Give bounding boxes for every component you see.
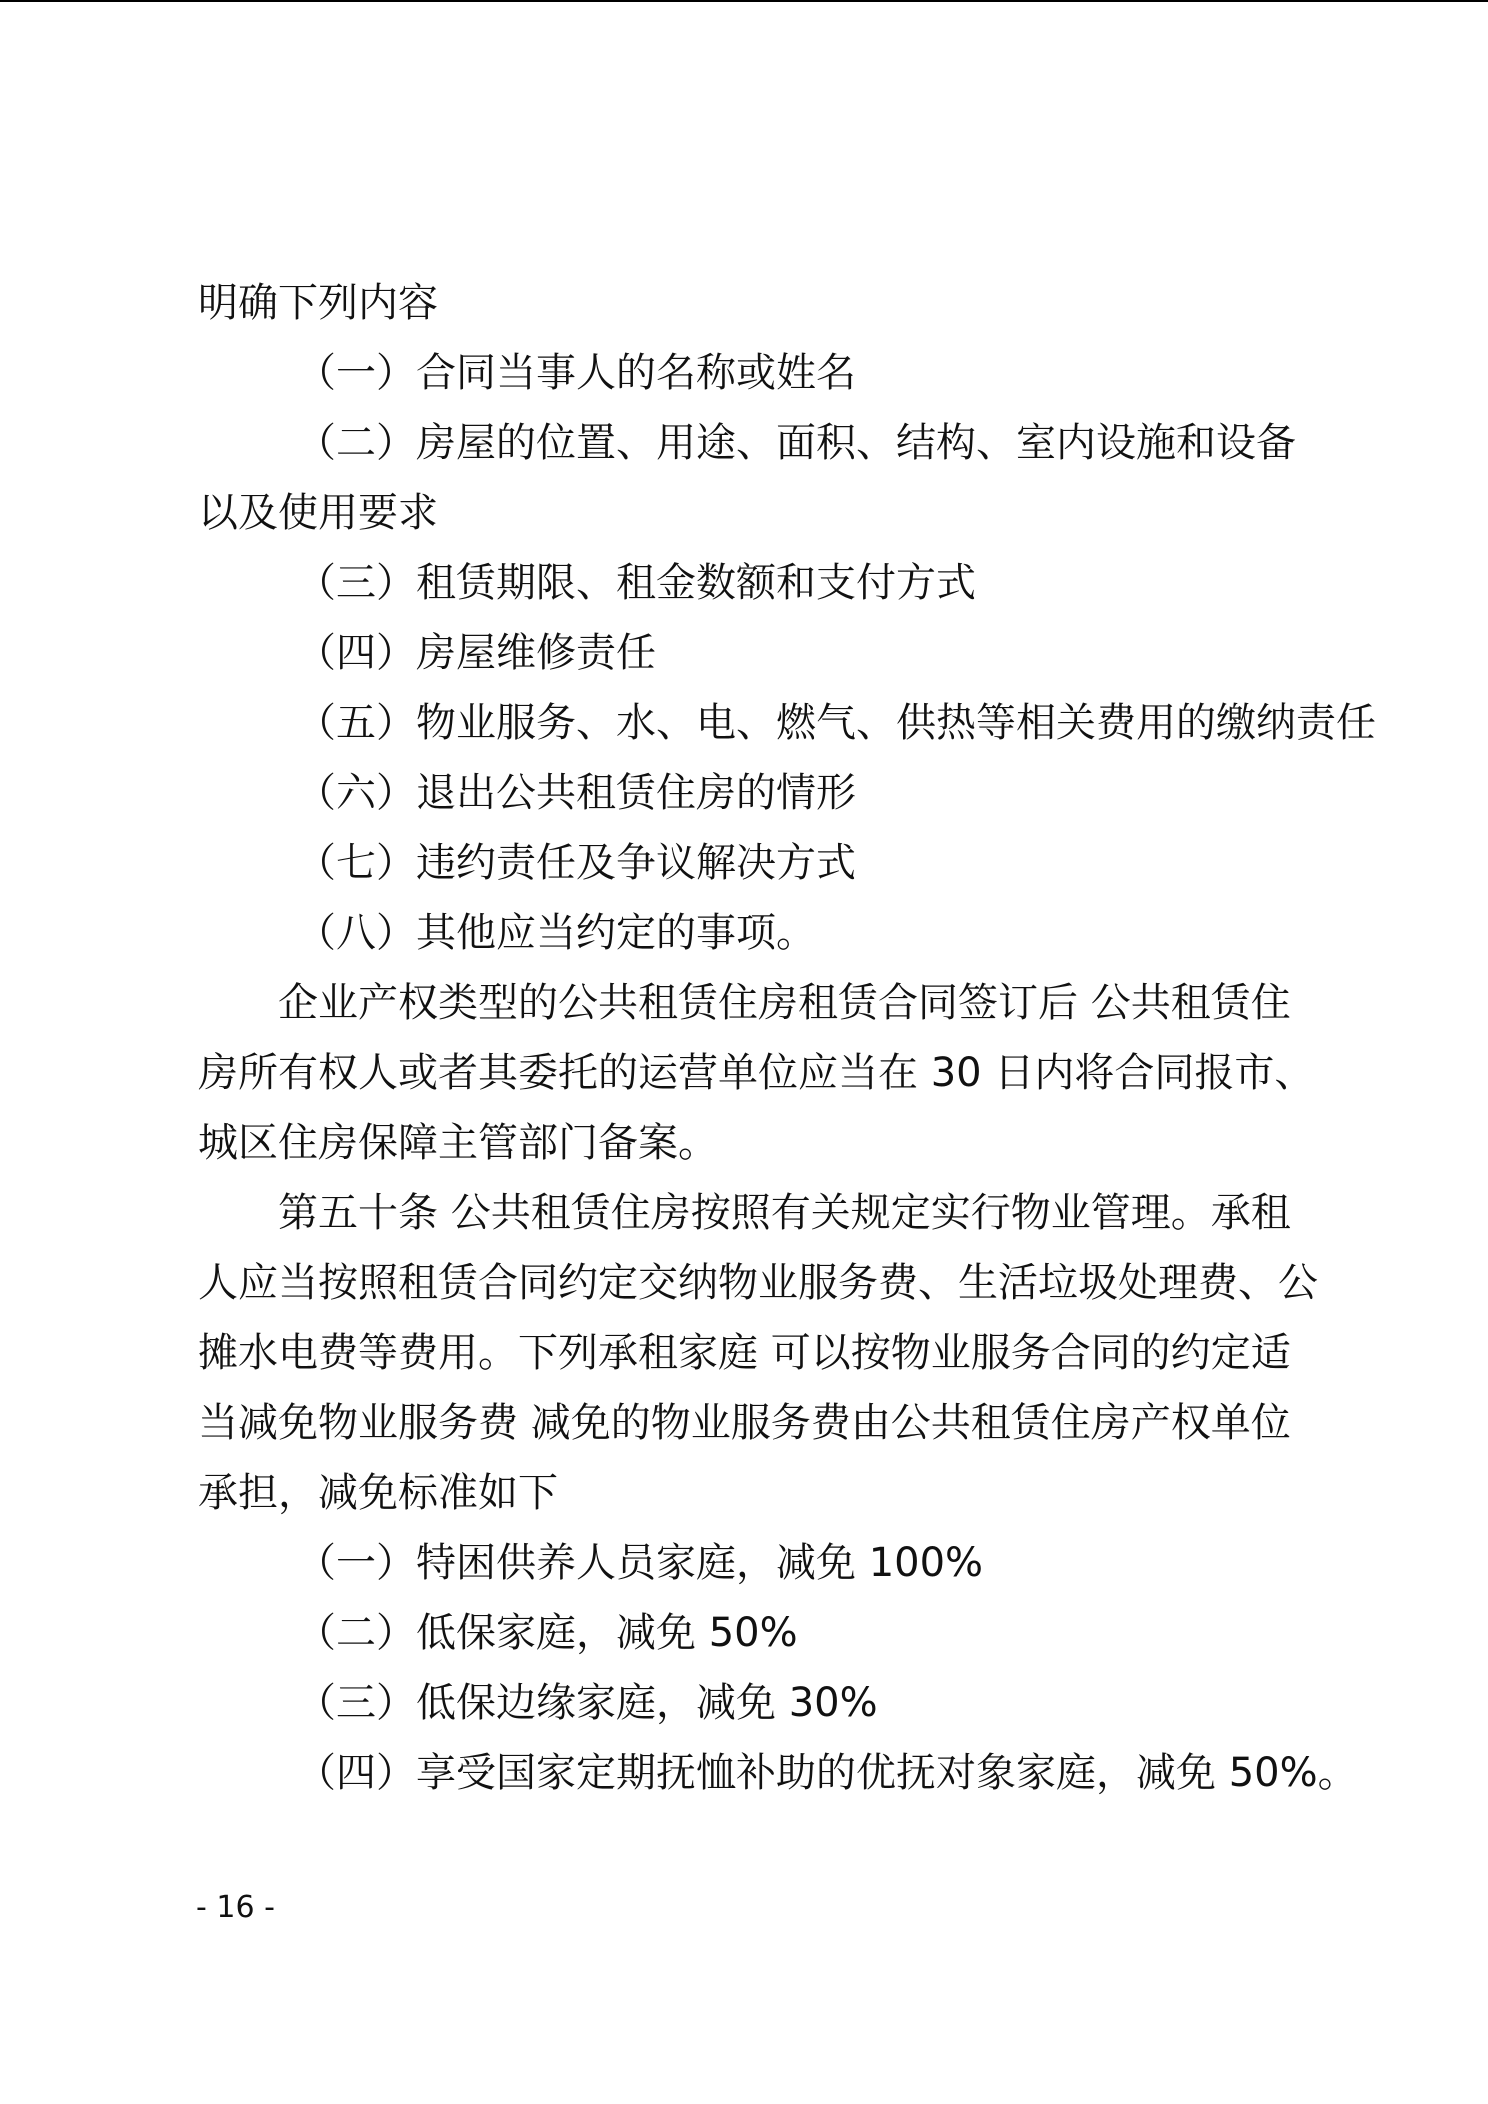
list-item-1: （一）合同当事人的名称或姓名: [296, 350, 856, 396]
paragraph-1-line-3: 城区住房保障主管部门备案。: [198, 1120, 718, 1166]
article-50-line-5: 承担，减免标准如下: [198, 1470, 558, 1516]
paragraph-1-line-2: 房所有权人或者其委托的运营单位应当在 30 日内将合同报市、: [198, 1050, 1315, 1096]
list-item-4: （四）房屋维修责任: [296, 630, 656, 676]
list-item-2: （二）房屋的位置、用途、面积、结构、室内设施和设备: [296, 420, 1296, 466]
reduction-item-1: （一）特困供养人员家庭，减免 100%: [296, 1540, 984, 1586]
list-item-2-continued: 以及使用要求: [198, 490, 438, 536]
page-top-border: [0, 0, 1488, 2]
reduction-item-2: （二）低保家庭，减免 50%: [296, 1610, 798, 1656]
article-50-line-1: 第五十条 公共租赁住房按照有关规定实行物业管理。承租: [278, 1190, 1291, 1236]
list-item-7: （七）违约责任及争议解决方式: [296, 840, 856, 886]
article-50-line-3: 摊水电费等费用。下列承租家庭 可以按物业服务合同的约定适: [198, 1330, 1291, 1376]
reduction-item-3: （三）低保边缘家庭，减免 30%: [296, 1680, 878, 1726]
paragraph-1-line-1: 企业产权类型的公共租赁住房租赁合同签订后 公共租赁住: [278, 980, 1291, 1026]
list-item-8: （八）其他应当约定的事项。: [296, 910, 816, 956]
article-50-line-4: 当减免物业服务费 减免的物业服务费由公共租赁住房产权单位: [198, 1400, 1291, 1446]
article-50-line-2: 人应当按照租赁合同约定交纳物业服务费、生活垃圾处理费、公: [198, 1260, 1318, 1306]
list-item-5: （五）物业服务、水、电、燃气、供热等相关费用的缴纳责任: [296, 700, 1376, 746]
list-item-6: （六）退出公共租赁住房的情形: [296, 770, 856, 816]
list-item-3: （三）租赁期限、租金数额和支付方式: [296, 560, 976, 606]
reduction-item-4: （四）享受国家定期抚恤补助的优抚对象家庭，减免 50%。: [296, 1750, 1358, 1796]
page-number: - 16 -: [196, 1890, 275, 1925]
text-line-1: 明确下列内容: [198, 280, 438, 326]
